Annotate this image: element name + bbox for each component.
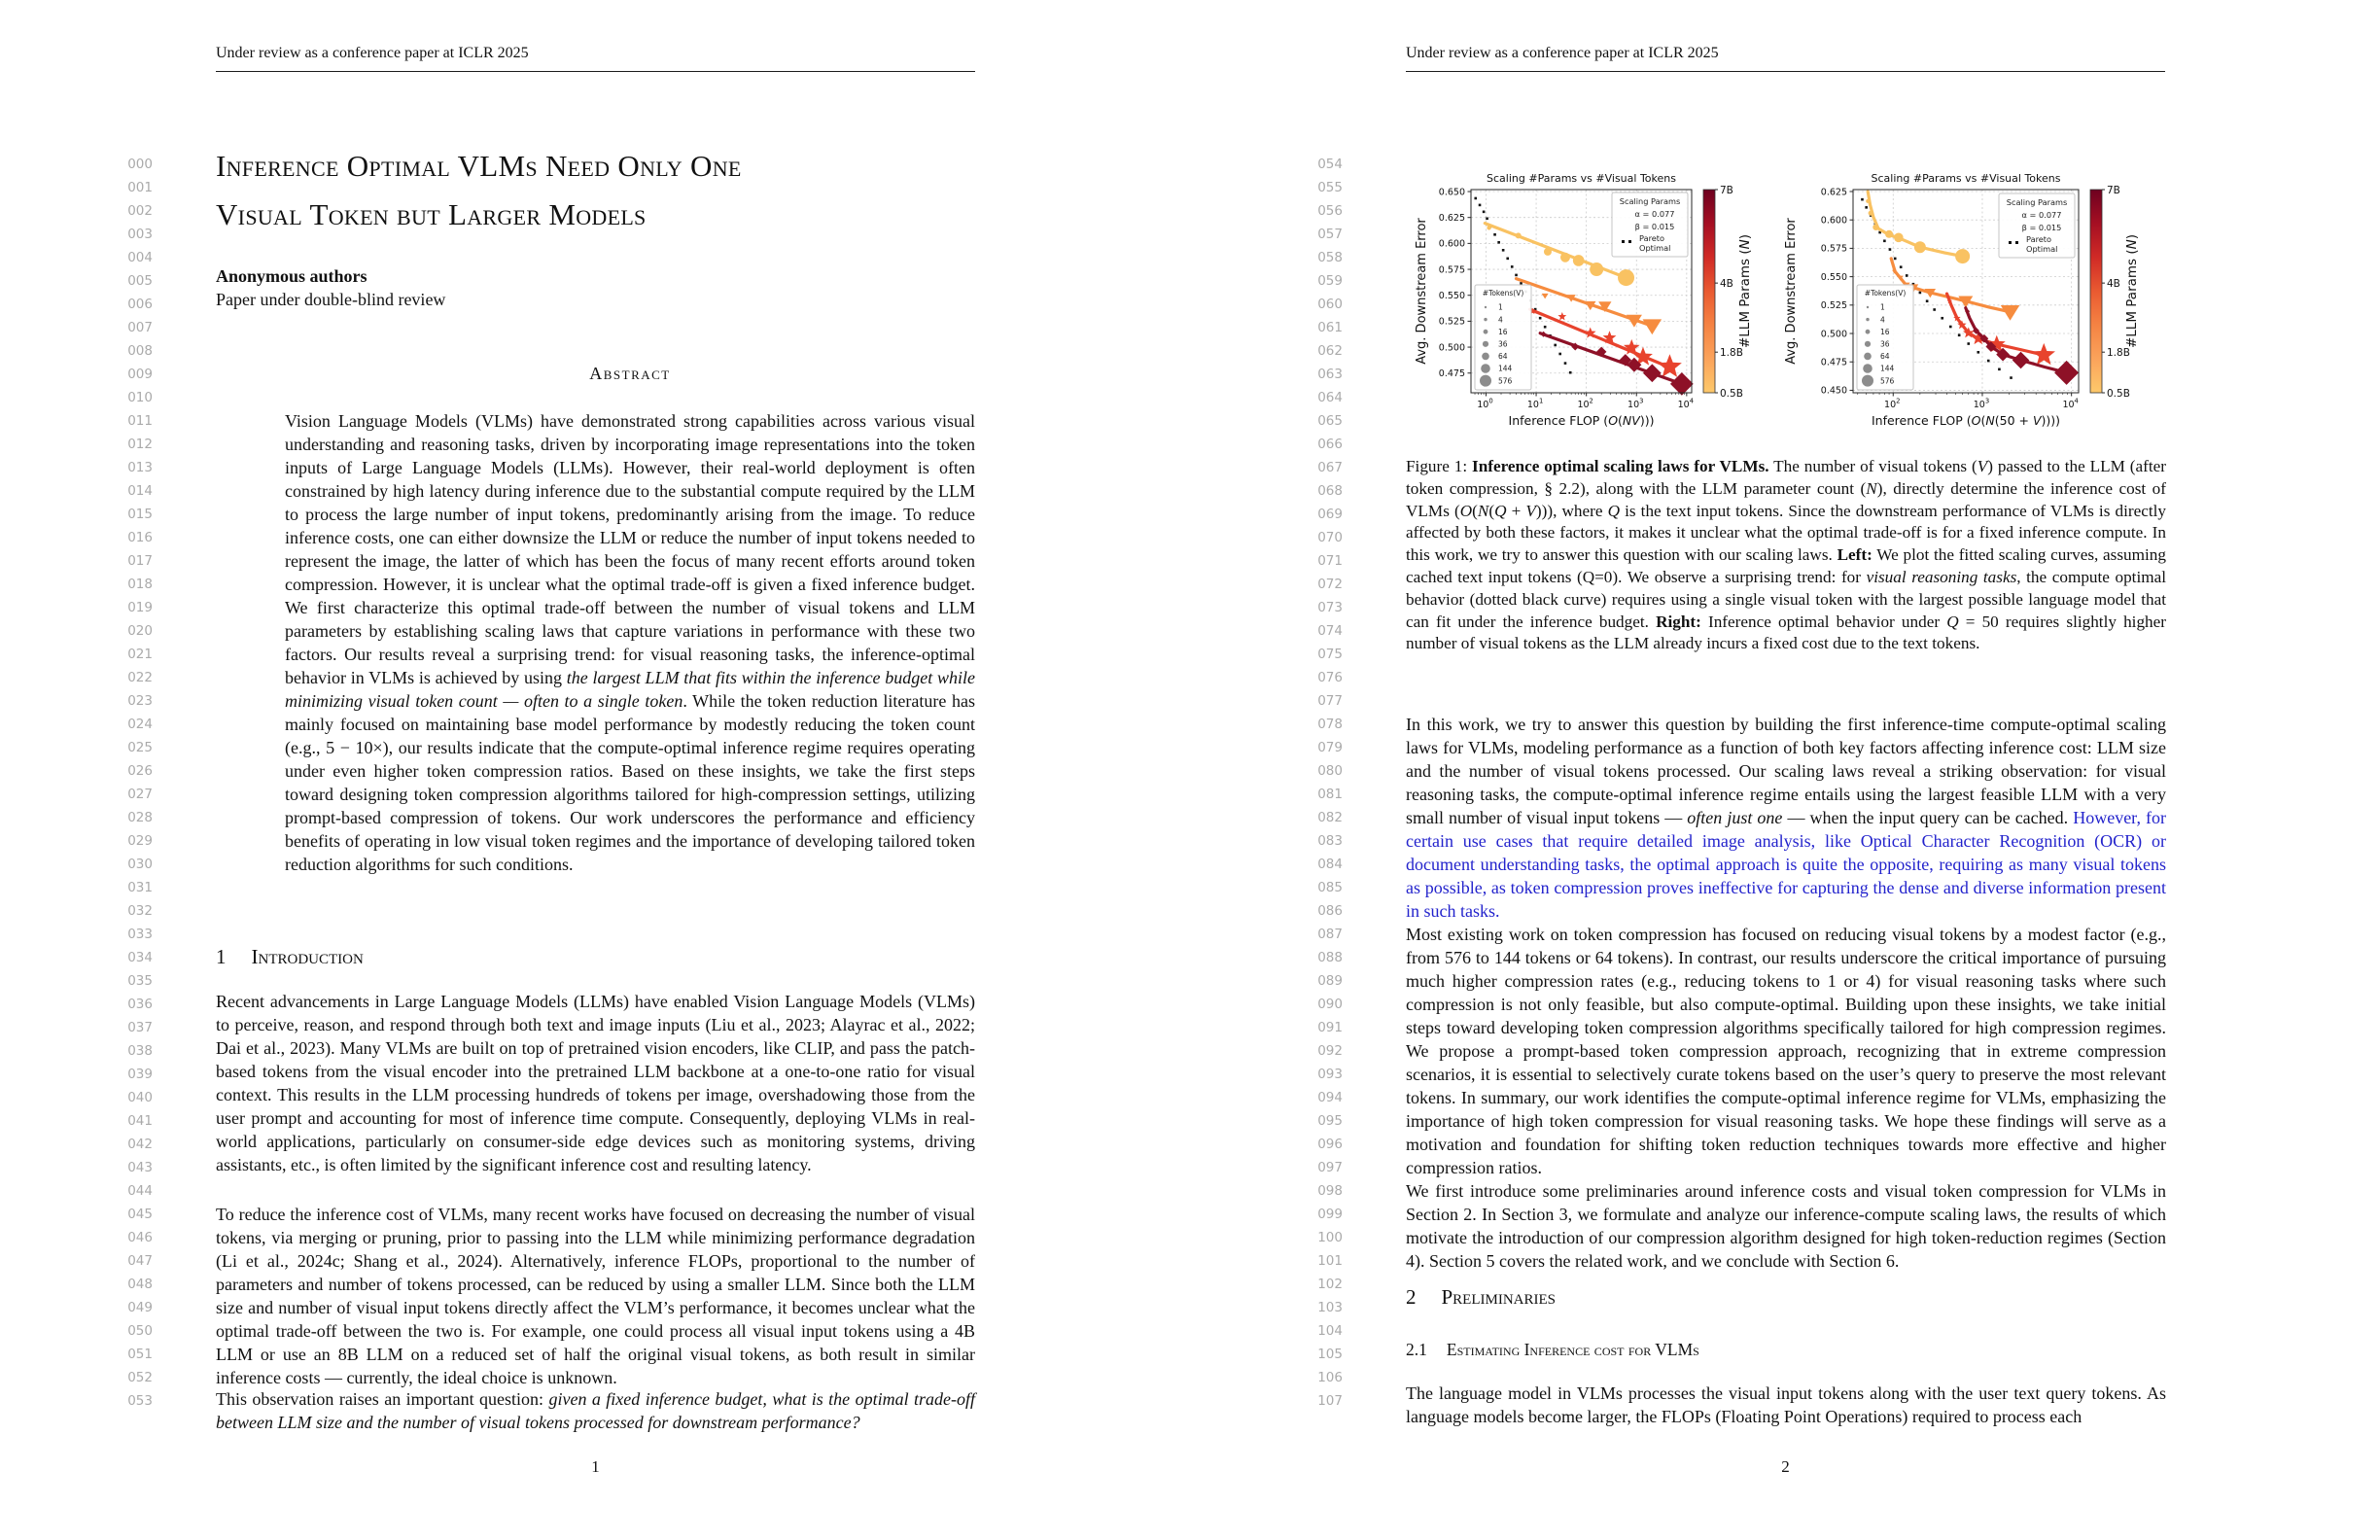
- body-paragraph-1: [1406, 713, 2166, 923]
- svg-text:0.575: 0.575: [1820, 243, 1847, 255]
- line-number: 018: [127, 577, 153, 592]
- legend-scaling-params: [1612, 192, 1688, 257]
- line-number: 009: [127, 367, 153, 382]
- line-number: 064: [1317, 390, 1343, 405]
- line-number: 044: [127, 1183, 153, 1199]
- line-number: 095: [1317, 1113, 1343, 1129]
- line-number: 038: [127, 1043, 153, 1059]
- line-number: 028: [127, 810, 153, 825]
- line-number: 029: [127, 833, 153, 849]
- line-number: 027: [127, 787, 153, 802]
- svg-text:4: 4: [1498, 315, 1503, 325]
- svg-text:Pareto: Pareto: [1639, 233, 1665, 243]
- text-run: often just one: [1687, 808, 1783, 827]
- svg-text:Optimal: Optimal: [2026, 244, 2058, 254]
- svg-text:α = 0.077: α = 0.077: [2021, 210, 2062, 220]
- text-run: visual reasoning tasks: [1866, 567, 2017, 586]
- line-number: 015: [127, 507, 153, 522]
- figure1-right-chart: [1775, 144, 2162, 438]
- line-number: 082: [1317, 810, 1343, 825]
- svg-text:103: $10^3$: [1973, 397, 1990, 410]
- svg-text:Optimal: Optimal: [1639, 243, 1671, 253]
- line-number: 049: [127, 1300, 153, 1315]
- svg-text:0.5B: 0.5B: [2107, 388, 2130, 400]
- line-number: 014: [127, 483, 153, 499]
- svg-text:7B: 7B: [2107, 185, 2120, 196]
- y-axis-label: Avg. Downstream Error: [1784, 218, 1799, 365]
- text-run: This observation raises an important question:: [216, 1389, 549, 1409]
- text-run: N: [1477, 501, 1489, 520]
- line-number: 105: [1317, 1347, 1343, 1362]
- line-number: 055: [1317, 180, 1343, 195]
- svg-text:0.5B: 0.5B: [1720, 388, 1743, 400]
- svg-text:576: 576: [1880, 376, 1895, 386]
- svg-text:144: 144: [1880, 364, 1895, 373]
- line-number: 041: [127, 1113, 153, 1129]
- line-number: 020: [127, 623, 153, 639]
- line-number: 048: [127, 1277, 153, 1292]
- line-number: 007: [127, 320, 153, 335]
- abstract-body: [285, 409, 975, 876]
- text-run: Inference optimal behavior under: [1700, 612, 1947, 631]
- line-number: 066: [1317, 437, 1343, 452]
- svg-text:104: $10^4$: [2062, 397, 2079, 410]
- text-run: is the text input tokens. Since the downstream performance of VLMs is directly affected by both these factors, it makes it unclear what the optimal trade-off is for a fixed inference compute. In this work, we try to answer this question with our scaling laws.: [1406, 501, 2166, 565]
- section-2-number: 2: [1406, 1285, 1417, 1309]
- line-number: 097: [1317, 1160, 1343, 1175]
- line-number: 107: [1317, 1393, 1343, 1409]
- svg-text:576: 576: [1498, 376, 1513, 386]
- line-number: 088: [1317, 950, 1343, 965]
- section-1-number: 1: [216, 945, 227, 968]
- x-axis-label: Inference FLOP (O(N(50 + V)))): [1871, 413, 2061, 428]
- line-number-column-right: [1302, 153, 1343, 1413]
- line-number: 010: [127, 390, 153, 405]
- line-number: 096: [1317, 1137, 1343, 1152]
- line-number: 039: [127, 1067, 153, 1082]
- text-run: Q: [1607, 501, 1620, 520]
- section-2-heading: [1406, 1285, 1556, 1310]
- chart-title: Scaling #Params vs #Visual Tokens: [1487, 172, 1676, 185]
- line-number: 062: [1317, 343, 1343, 359]
- line-number: 100: [1317, 1230, 1343, 1245]
- text-run: In this work, we try to answer this question by building the first inference-time compute-optimal scaling laws for VLMs, modeling performance as a function of both key factors affecting inference cost: LLM size and the number of visual tokens processed. Our scaling laws reveal a striking observation: for visual reasoning tasks, the compute-optimal inference regime entails using the largest feasible LLM with a very small number of visual input tokens —: [1406, 715, 2166, 827]
- line-number: 024: [127, 717, 153, 732]
- svg-text:4: 4: [1880, 315, 1885, 325]
- line-number: 083: [1317, 833, 1343, 849]
- line-number: 072: [1317, 577, 1343, 592]
- running-header-left: Under review as a conference paper at ICLR 2025: [216, 45, 975, 72]
- text-run: Right:: [1656, 612, 1701, 631]
- svg-text:104: $10^4$: [1677, 397, 1695, 410]
- text-run: (: [1472, 501, 1478, 520]
- line-number: 102: [1317, 1277, 1343, 1292]
- line-number: 002: [127, 203, 153, 219]
- text-run: Figure 1:: [1406, 457, 1472, 475]
- svg-text:0.625: 0.625: [1438, 212, 1465, 224]
- line-number: 013: [127, 460, 153, 475]
- line-number: 065: [1317, 413, 1343, 429]
- line-number: 033: [127, 927, 153, 942]
- svg-text:1.8B: 1.8B: [2107, 347, 2130, 360]
- svg-text:Pareto: Pareto: [2026, 234, 2052, 244]
- line-number: 058: [1317, 250, 1343, 265]
- line-number: 005: [127, 273, 153, 289]
- svg-text:β = 0.015: β = 0.015: [1634, 222, 1675, 231]
- section-1-heading: [216, 945, 364, 969]
- chart-title: Scaling #Params vs #Visual Tokens: [1871, 172, 2061, 185]
- line-number: 036: [127, 997, 153, 1012]
- svg-text:102: $10^2$: [1884, 397, 1901, 410]
- line-number: 086: [1317, 903, 1343, 919]
- line-number: 026: [127, 763, 153, 779]
- text-run: , the compute optimal behavior (dotted black curve) requires using a single visual token with the largest possible language model that can fit under the inference budget.: [1406, 567, 2166, 631]
- line-number: 087: [1317, 927, 1343, 942]
- body-paragraph-3: We first introduce some preliminaries around inference costs and visual token compression for VLMs in Section 2. In Section 3, we formulate and analyze our inference-compute scaling laws, the results of which motivate the introduction of our compression algorithm designed for high token-reduction regimes (Section 4). Section 5 covers the related work, and we conclude with Section 6.: [1406, 1181, 2166, 1271]
- line-number: 006: [127, 297, 153, 312]
- text-run: ), directly determine the inference cost of VLMs (: [1406, 478, 2166, 520]
- figure1-caption: [1406, 456, 2166, 655]
- line-number: 025: [127, 740, 153, 755]
- section-1-title: Introduction: [251, 945, 364, 968]
- line-number: 093: [1317, 1067, 1343, 1082]
- line-number: 073: [1317, 600, 1343, 615]
- paper-title: [216, 142, 994, 239]
- line-number: 067: [1317, 460, 1343, 475]
- body-paragraph-2: Most existing work on token compression has focused on reducing visual tokens by a modest factor (e.g., from 576 to 144 tokens or 64 tokens). In contrast, our results underscore the critical importance of pursuing much higher compression rates (e.g., reducing tokens to 1 or 4) for visual reasoning tasks where such compression is not only feasible, but also compute-optimal. Building upon these insights, we take initial steps toward developing token compression algorithms specifically tailored for high compression regimes. We propose a prompt-based token compression approach, recognizing that in extreme compression scenarios, it is essential to selectively curate tokens based on the user’s query to preserve the most relevant tokens. In summary, our work identifies the compute-optimal inference regime for VLMs, emphasizing the importance of high token compression for visual reasoning tasks. We hope these findings will serve as a motivation and foundation for shifting token reduction techniques towards more effective and higher compression ratios.: [1406, 925, 2166, 1177]
- line-number: 091: [1317, 1020, 1343, 1035]
- text-run: ))), where: [1535, 501, 1608, 520]
- chart-svg: [1775, 144, 2162, 438]
- text-run: Inference optimal scaling laws for VLMs.: [1472, 457, 1769, 475]
- svg-text:16: 16: [1880, 327, 1890, 336]
- page-number-2: 2: [1781, 1457, 1790, 1476]
- svg-text:1: 1: [1880, 302, 1885, 312]
- running-header-right: Under review as a conference paper at ICLR 2025: [1406, 45, 2165, 72]
- svg-text:0.475: 0.475: [1438, 368, 1465, 380]
- line-number: 098: [1317, 1183, 1343, 1199]
- subsection-2-1-title: Estimating Inference cost for VLMs: [1446, 1340, 1699, 1359]
- line-number: 092: [1317, 1043, 1343, 1059]
- line-number: 034: [127, 950, 153, 965]
- text-run: O: [1459, 501, 1473, 520]
- svg-text:Scaling Params: Scaling Params: [1619, 196, 1681, 206]
- text-run: . While the token reduction literature has mainly focused on maintaining base model performance by modestly reducing the token count (e.g., 5 − 10×), our results indicate that the compute-optimal inference regime requires operating under even higher token compression ratios. Based on these insights, we take the first steps toward designing token compression algorithms tailored for high-compression settings, utilizing prompt-based compression of tokens. Our work underscores the performance and efficiency benefits of operating in low visual token regimes and the importance of developing tailored token reduction algorithms for such conditions.: [285, 691, 975, 874]
- svg-text:0.500: 0.500: [1820, 329, 1847, 340]
- line-number: 035: [127, 973, 153, 989]
- line-number: 071: [1317, 553, 1343, 569]
- svg-text:4B: 4B: [1720, 278, 1733, 291]
- line-number: 032: [127, 903, 153, 919]
- line-number: 104: [1317, 1323, 1343, 1339]
- abstract-heading: Abstract: [589, 364, 671, 383]
- text-run: N: [1866, 478, 1877, 498]
- svg-text:36: 36: [1498, 339, 1508, 349]
- text-run: given a fixed inference budget, what is the optimal trade-off between LLM size and the number of visual tokens processed for downstream performance?: [216, 1389, 975, 1432]
- text-run: ) passed to the LLM (after token compression, § 2.2), along with the LLM parameter count (: [1406, 457, 2166, 498]
- line-number: 089: [1317, 973, 1343, 989]
- colorbar-label: #LLM Params (N): [1737, 233, 1752, 349]
- authors-subtitle: Paper under double-blind review: [216, 290, 446, 309]
- svg-text:0.475: 0.475: [1820, 357, 1847, 368]
- line-number: 070: [1317, 530, 1343, 545]
- line-number: 076: [1317, 670, 1343, 685]
- svg-text:1: 1: [1498, 302, 1503, 312]
- line-number: 085: [1317, 880, 1343, 895]
- body-paragraph-4: The language model in VLMs processes the visual input tokens along with the user text query tokens. As language models become larger, the FLOPs (Floating Point Operations) required to process each: [1406, 1383, 2166, 1426]
- line-number-column-left: [112, 153, 153, 1413]
- text-run: Q: [1946, 612, 1959, 631]
- line-number: 053: [127, 1393, 153, 1409]
- svg-text:0.550: 0.550: [1438, 291, 1465, 302]
- intro-paragraph-2: To reduce the inference cost of VLMs, many recent works have focused on decreasing the number of visual tokens, via merging or pruning, prior to passing into the LLM while minimizing performance degradation (Li et al., 2024c; Shang et al., 2024). Alternatively, inference FLOPs, proportional to the number of parameters and number of tokens processed, can be reduced by using a smaller LLM. Since both the LLM size and number of visual input tokens directly affect the VLM’s performance, it becomes unclear what the optimal trade-off between the two is. For example, one could process all visual input tokens using a 4B LLM or use an 8B LLM on a reduced set of half the original visual tokens, as both result in similar inference costs — currently, the ideal choice is unknown.: [216, 1205, 975, 1387]
- line-number: 059: [1317, 273, 1343, 289]
- svg-text:64: 64: [1880, 352, 1890, 362]
- svg-text:7B: 7B: [1720, 185, 1733, 196]
- svg-text:0.550: 0.550: [1820, 271, 1847, 283]
- line-number: 001: [127, 180, 153, 195]
- line-number: 106: [1317, 1370, 1343, 1385]
- text-run: = 50 requires slightly higher number of visual tokens as the LLM already incurs a fixed cost due to the text tokens.: [1406, 612, 2166, 653]
- line-number: 078: [1317, 717, 1343, 732]
- text-run: The number of visual tokens (: [1768, 457, 1978, 475]
- colorbar-label: #LLM Params (N): [2124, 233, 2140, 349]
- line-number: 079: [1317, 740, 1343, 755]
- text-run: (: [1488, 501, 1495, 520]
- line-number: 099: [1317, 1207, 1343, 1222]
- chart-svg: [1412, 144, 1752, 438]
- intro-paragraph-3: [216, 1387, 975, 1434]
- line-number: 090: [1317, 997, 1343, 1012]
- svg-text:0.525: 0.525: [1820, 300, 1847, 312]
- line-number: 031: [127, 880, 153, 895]
- line-number: 011: [127, 413, 153, 429]
- text-run: V: [1977, 457, 1988, 475]
- line-number: 023: [127, 693, 153, 709]
- line-number: 046: [127, 1230, 153, 1245]
- svg-text:0.600: 0.600: [1820, 215, 1847, 227]
- line-number: 043: [127, 1160, 153, 1175]
- subsection-2-1-heading: [1406, 1340, 1699, 1360]
- text-run: Left:: [1837, 545, 1872, 565]
- line-number: 000: [127, 157, 153, 172]
- x-axis-label: Inference FLOP (O(NV))): [1508, 413, 1655, 428]
- legend-tokens: [1857, 285, 1913, 390]
- line-number: 057: [1317, 227, 1343, 242]
- text-run: Vision Language Models (VLMs) have demonstrated strong capabilities across various visual understanding and reasoning tasks, driven by incorporating image representations into the token inputs of Large Language Models (LLMs). However, their real-world deployment is often constrained by high latency during inference due to the substantial compute required by the LLM to process the large number of input tokens, predominantly arising from the image. To reduce inference costs, one can either downsize the LLM or reduce the number of input tokens needed to represent the image, the latter of which has been the focus of many recent efforts around token compression. However, it is unclear what the optimal trade-off is given a fixed inference budget. We first characterize this optimal trade-off between the number of visual tokens and LLM parameters by establishing scaling laws that capture variations in performance with these two factors. Our results reveal a surprising trend: for visual reasoning tasks, the inference-optimal behavior in VLMs is achieved by using: [285, 411, 975, 687]
- svg-text:#Tokens(V): #Tokens(V): [1482, 289, 1524, 298]
- line-number: 008: [127, 343, 153, 359]
- svg-text:144: 144: [1498, 364, 1513, 373]
- paper-title-line2: Visual Token but Larger Models: [216, 197, 647, 231]
- line-number: 040: [127, 1090, 153, 1105]
- authors: Anonymous authors: [216, 266, 368, 286]
- svg-text:1.8B: 1.8B: [1720, 347, 1743, 360]
- line-number: 022: [127, 670, 153, 685]
- svg-text:103: $10^3$: [1628, 397, 1644, 410]
- line-number: 060: [1317, 297, 1343, 312]
- line-number: 077: [1317, 693, 1343, 709]
- legend-tokens: [1475, 285, 1531, 390]
- line-number: 051: [127, 1347, 153, 1362]
- y-axis-label: Avg. Downstream Error: [1415, 218, 1429, 365]
- line-number: 030: [127, 857, 153, 872]
- line-number: 042: [127, 1137, 153, 1152]
- line-number: 094: [1317, 1090, 1343, 1105]
- svg-text:4B: 4B: [2107, 278, 2120, 291]
- text-run: — when the input query can be cached.: [1782, 808, 2074, 827]
- line-number: 003: [127, 227, 153, 242]
- svg-text:102: $10^2$: [1577, 397, 1593, 410]
- svg-text:0.575: 0.575: [1438, 264, 1465, 276]
- svg-text:α = 0.077: α = 0.077: [1634, 209, 1675, 219]
- line-number: 068: [1317, 483, 1343, 499]
- text-run: We plot the fitted scaling curves, assuming cached text input tokens (Q=0). We observe a surprising trend: for: [1406, 545, 2166, 586]
- line-number: 016: [127, 530, 153, 545]
- text-run: V: [1525, 501, 1536, 520]
- svg-text:0.500: 0.500: [1438, 342, 1465, 354]
- svg-text:64: 64: [1498, 352, 1508, 362]
- page-number-1: 1: [591, 1457, 600, 1476]
- line-number: 069: [1317, 507, 1343, 522]
- paper-title-line1: Inference Optimal VLMs Need Only One: [216, 149, 742, 183]
- line-number: 075: [1317, 647, 1343, 662]
- line-number: 101: [1317, 1253, 1343, 1269]
- text-run: the largest LLM that fits within the inference budget while minimizing visual token count — often to a single token: [285, 668, 975, 711]
- svg-text:0.600: 0.600: [1438, 238, 1465, 250]
- line-number: 103: [1317, 1300, 1343, 1315]
- svg-text:0.650: 0.650: [1438, 187, 1465, 198]
- svg-text:36: 36: [1880, 339, 1890, 349]
- line-number: 080: [1317, 763, 1343, 779]
- text-run: +: [1506, 501, 1526, 520]
- line-number: 012: [127, 437, 153, 452]
- line-number: 063: [1317, 367, 1343, 382]
- line-number: 019: [127, 600, 153, 615]
- line-number: 050: [127, 1323, 153, 1339]
- svg-text:100: $10^0$: [1477, 397, 1493, 410]
- svg-text:16: 16: [1498, 327, 1508, 336]
- line-number: 061: [1317, 320, 1343, 335]
- line-number: 074: [1317, 623, 1343, 639]
- svg-text:0.525: 0.525: [1438, 316, 1465, 328]
- subsection-2-1-number: 2.1: [1406, 1340, 1427, 1359]
- intro-paragraph-1: Recent advancements in Large Language Models (LLMs) have enabled Vision Language Models (VLMs) to perceive, reason, and respond through both text and image inputs (Liu et al., 2023; Alayrac et al., 2022; Dai et al., 2023). Many VLMs are built on top of pretrained vision encoders, like CLIP, and pass the patch-based tokens from the visual encoder into the pretrained LLM backbone at a one-to-one ratio for visual context. This results in the LLM processing hundreds of tokens per image, overshadowing those from the user prompt and accounting for most of inference time compute. Consequently, deploying VLMs in real-world applications, particularly on consumer-side edge devices such as monitoring systems, driving assistants, etc., is often limited by the significant inference cost and resulting latency.: [216, 992, 975, 1174]
- svg-text:#Tokens(V): #Tokens(V): [1864, 289, 1907, 298]
- section-2-title: Preliminaries: [1441, 1285, 1557, 1309]
- svg-text:β = 0.015: β = 0.015: [2021, 223, 2062, 232]
- text-run: However, for certain use cases that require detailed image analysis, like Optical Character Recognition (OCR) or document understanding tasks, the optimal approach is quite the opposite, requiring as many visual tokens as possible, as token compression proves ineffective for capturing the dense and diverse information present in such tasks.: [1406, 808, 2166, 921]
- svg-text:101: $10^1$: [1526, 397, 1544, 410]
- line-number: 021: [127, 647, 153, 662]
- svg-text:0.450: 0.450: [1820, 385, 1847, 397]
- line-number: 081: [1317, 787, 1343, 802]
- line-number: 054: [1317, 157, 1343, 172]
- line-number: 045: [127, 1207, 153, 1222]
- line-number: 084: [1317, 857, 1343, 872]
- svg-text:0.625: 0.625: [1820, 187, 1847, 198]
- line-number: 037: [127, 1020, 153, 1035]
- line-number: 056: [1317, 203, 1343, 219]
- svg-text:Scaling Params: Scaling Params: [2006, 197, 2068, 207]
- figure1-left-chart: [1412, 144, 1752, 438]
- line-number: 017: [127, 553, 153, 569]
- legend-scaling-params: [1999, 193, 2075, 258]
- line-number: 004: [127, 250, 153, 265]
- line-number: 052: [127, 1370, 153, 1385]
- text-run: Q: [1494, 501, 1507, 520]
- line-number: 047: [127, 1253, 153, 1269]
